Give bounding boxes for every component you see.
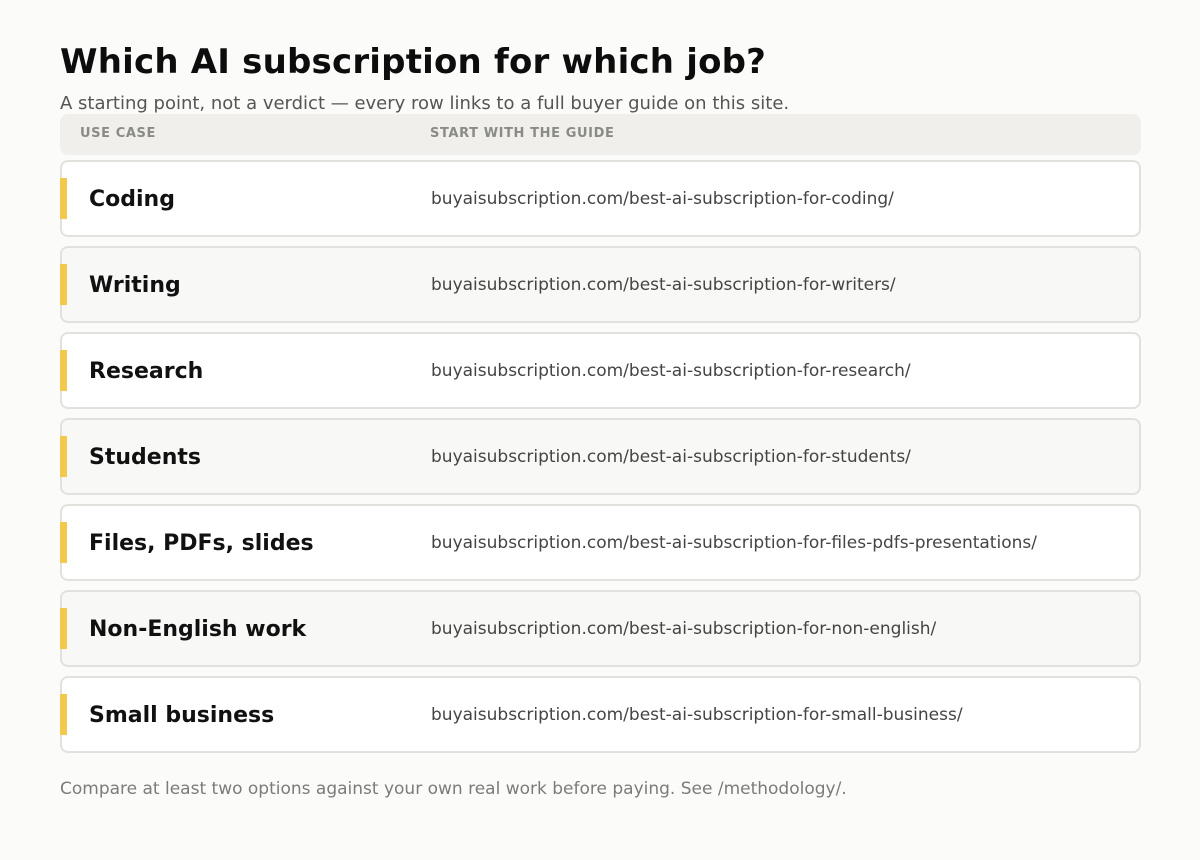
guide-link[interactable]: buyaisubscription.com/best-ai-subscription-for-small-business/ (431, 705, 963, 725)
row-accent-bar (60, 350, 67, 391)
use-case-label: Coding (89, 187, 175, 212)
guide-link[interactable]: buyaisubscription.com/best-ai-subscription-for-non-english/ (431, 619, 937, 639)
guide-link[interactable]: buyaisubscription.com/best-ai-subscription-for-files-pdfs-presentations/ (431, 533, 1037, 553)
row-accent-bar (60, 178, 67, 219)
table-row (60, 504, 1141, 581)
use-case-label: Files, PDFs, slides (89, 531, 314, 556)
table-row (60, 590, 1141, 667)
row-accent-bar (60, 608, 67, 649)
table-body (60, 160, 1141, 762)
table-row (60, 418, 1141, 495)
column-header-use-case: USE CASE (80, 126, 156, 141)
use-case-label: Small business (89, 703, 275, 728)
page-title: Which AI subscription for which job? (60, 42, 767, 82)
footnote: Compare at least two options against your own real work before paying. See /methodology/. (60, 779, 847, 799)
guide-link[interactable]: buyaisubscription.com/best-ai-subscription-for-coding/ (431, 189, 894, 209)
table-row (60, 676, 1141, 753)
column-header-guide: START WITH THE GUIDE (430, 126, 615, 141)
table-row (60, 160, 1141, 237)
use-case-label: Writing (89, 273, 181, 298)
guide-link[interactable]: buyaisubscription.com/best-ai-subscription-for-writers/ (431, 275, 896, 295)
guide-link[interactable]: buyaisubscription.com/best-ai-subscription-for-research/ (431, 361, 911, 381)
table-row (60, 332, 1141, 409)
table-row (60, 246, 1141, 323)
use-case-label: Non-English work (89, 617, 307, 642)
page-subtitle: A starting point, not a verdict — every row links to a full buyer guide on this site. (60, 93, 790, 114)
table-header (60, 114, 1141, 155)
row-accent-bar (60, 264, 67, 305)
use-case-label: Research (89, 359, 204, 384)
row-accent-bar (60, 694, 67, 735)
guide-link[interactable]: buyaisubscription.com/best-ai-subscription-for-students/ (431, 447, 911, 467)
row-accent-bar (60, 522, 67, 563)
use-case-label: Students (89, 445, 201, 470)
row-accent-bar (60, 436, 67, 477)
